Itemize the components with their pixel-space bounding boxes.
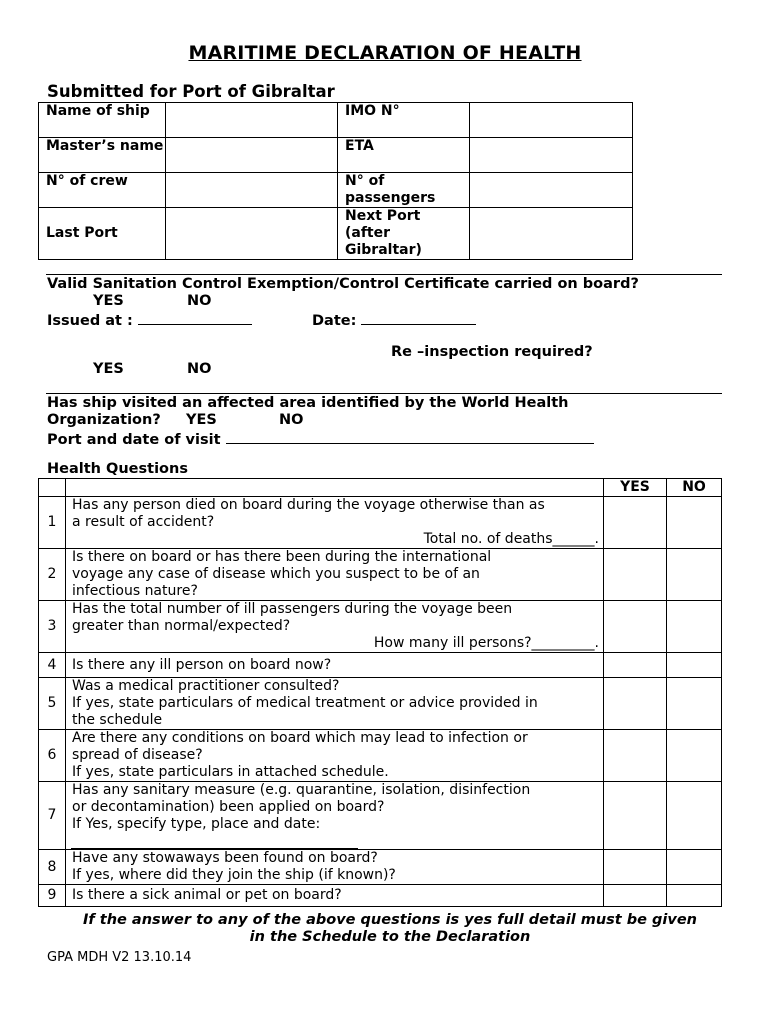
header-question-cell	[66, 479, 604, 497]
next-port-field[interactable]	[470, 208, 633, 260]
table-row	[39, 549, 722, 601]
question-line: Has any sanitary measure (e.g. quarantine, isolation, disinfection	[72, 782, 531, 798]
question-line: Is there a sick animal or pet on board?	[72, 887, 342, 903]
table-row	[39, 850, 722, 885]
sanitation-yes[interactable]: YES	[93, 293, 124, 309]
date-row	[312, 310, 476, 330]
question-number: 4	[39, 653, 66, 678]
question-line: Was a medical practitioner consulted?	[72, 678, 340, 694]
question-text	[66, 678, 604, 730]
answer-no-cell[interactable]	[667, 885, 722, 907]
question-text	[66, 549, 604, 601]
question-number: 9	[39, 885, 66, 907]
imo-label: IMO N°	[338, 103, 470, 138]
date-label: Date:	[312, 313, 357, 329]
port-date-label: Port and date of visit	[47, 432, 221, 448]
name-of-ship-field[interactable]	[166, 103, 338, 138]
who-yes[interactable]: YES	[186, 412, 217, 428]
document-reference: GPA MDH V2 13.10.14	[47, 950, 192, 965]
health-questions-table	[38, 478, 722, 907]
question-number: 7	[39, 782, 66, 850]
divider	[46, 393, 722, 394]
answer-no-cell[interactable]	[667, 549, 722, 601]
question-line: Have any stowaways been found on board?	[72, 850, 378, 866]
question-text	[66, 885, 604, 907]
issued-at-row	[47, 310, 252, 330]
question-line: spread of disease?	[72, 747, 203, 763]
who-question-line2: Organization?	[47, 412, 161, 428]
footnote-line: If the answer to any of the above questions is yes full detail must be given	[83, 912, 697, 928]
question-line: Is there on board or has there been during the international	[72, 549, 492, 565]
question-line: If Yes, specify type, place and date:	[72, 816, 321, 832]
last-port-label: Last Port	[39, 208, 166, 260]
question-line: the schedule	[72, 712, 163, 728]
name-of-ship-label: Name of ship	[39, 103, 166, 138]
answer-yes-cell[interactable]	[604, 678, 667, 730]
answer-no-cell[interactable]	[667, 730, 722, 782]
last-port-field[interactable]	[166, 208, 338, 260]
question-line: voyage any case of disease which you suspect to be of an	[72, 566, 480, 582]
footnote-line: in the Schedule to the Declaration	[249, 929, 531, 945]
passengers-label: N° of passengers	[338, 173, 470, 208]
answer-yes-cell[interactable]	[604, 850, 667, 885]
issued-at-field[interactable]	[138, 310, 252, 325]
eta-label: ETA	[338, 138, 470, 173]
column-no-header: NO	[667, 479, 722, 497]
question-text	[66, 782, 604, 850]
table-row	[39, 601, 722, 653]
ill-persons-line: How many ill persons?_________.	[373, 635, 599, 651]
footnote	[40, 912, 740, 946]
question-text	[66, 653, 604, 678]
question-number: 6	[39, 730, 66, 782]
question-line: Are there any conditions on board which may lead to infection or	[72, 730, 528, 746]
port-date-field[interactable]	[226, 429, 594, 444]
question-text	[66, 497, 604, 549]
passengers-field[interactable]	[470, 173, 633, 208]
question-line: or decontamination) been applied on board?	[72, 799, 385, 815]
port-date-row	[47, 429, 594, 449]
answer-yes-cell[interactable]	[604, 885, 667, 907]
question-number: 3	[39, 601, 66, 653]
sanitation-question: Valid Sanitation Control Exemption/Control Certificate carried on board?	[47, 276, 639, 292]
masters-name-field[interactable]	[166, 138, 338, 173]
question-line: If yes, state particulars of medical treatment or advice provided in	[72, 695, 538, 711]
table-row	[39, 730, 722, 782]
question-line: If yes, where did they join the ship (if known)?	[72, 867, 396, 883]
divider	[46, 274, 722, 275]
answer-no-cell[interactable]	[667, 678, 722, 730]
answer-yes-cell[interactable]	[604, 782, 667, 850]
question-line: Is there any ill person on board now?	[72, 656, 332, 673]
page-title: MARITIME DECLARATION OF HEALTH	[188, 42, 582, 64]
ship-info-table	[38, 102, 633, 260]
question-text	[66, 730, 604, 782]
eta-field[interactable]	[470, 138, 633, 173]
question-number: 5	[39, 678, 66, 730]
answer-no-cell[interactable]	[667, 850, 722, 885]
who-question-line1: Has ship visited an affected area identified by the World Health	[47, 395, 569, 411]
question-line: Has the total number of ill passengers during the voyage been	[72, 601, 513, 617]
answer-no-cell[interactable]	[667, 653, 722, 678]
question-line: a result of accident?	[72, 514, 215, 530]
next-port-label: Next Port (after Gibraltar)	[338, 208, 470, 260]
answer-yes-cell[interactable]	[604, 601, 667, 653]
table-row	[39, 653, 722, 678]
who-no[interactable]: NO	[279, 412, 304, 428]
deaths-total-line: Total no. of deaths______.	[423, 531, 599, 547]
reinspection-question: Re –inspection required?	[391, 344, 593, 360]
answer-yes-cell[interactable]	[604, 730, 667, 782]
question-number: 1	[39, 497, 66, 549]
table-row	[39, 497, 722, 549]
question-text	[66, 601, 604, 653]
answer-no-cell[interactable]	[667, 601, 722, 653]
issued-at-label: Issued at :	[47, 313, 133, 329]
question-line: infectious nature?	[72, 583, 198, 599]
question-line: greater than normal/expected?	[72, 618, 291, 634]
port-subtitle: Submitted for Port of Gibraltar	[47, 82, 335, 101]
column-yes-header: YES	[604, 479, 667, 497]
crew-field[interactable]	[166, 173, 338, 208]
question-number: 2	[39, 549, 66, 601]
header-blank-cell	[39, 479, 66, 497]
reinspection-yes[interactable]: YES	[93, 361, 124, 377]
question-line: If yes, state particulars in attached schedule.	[72, 764, 389, 780]
masters-name-label: Master’s name	[39, 138, 166, 173]
sanitation-no[interactable]: NO	[187, 293, 212, 309]
table-row	[39, 678, 722, 730]
question-text	[66, 850, 604, 885]
date-field[interactable]	[361, 310, 476, 325]
reinspection-no[interactable]: NO	[187, 361, 212, 377]
answer-no-cell[interactable]	[667, 497, 722, 549]
measure-detail-field[interactable]	[71, 833, 358, 849]
question-number: 8	[39, 850, 66, 885]
answer-yes-cell[interactable]	[604, 653, 667, 678]
table-row	[39, 885, 722, 907]
table-row	[39, 782, 722, 850]
answer-yes-cell[interactable]	[604, 549, 667, 601]
crew-label: N° of crew	[39, 173, 166, 208]
answer-no-cell[interactable]	[667, 782, 722, 850]
answer-yes-cell[interactable]	[604, 497, 667, 549]
imo-field[interactable]	[470, 103, 633, 138]
health-questions-heading: Health Questions	[47, 461, 188, 477]
question-line: Has any person died on board during the voyage otherwise than as	[72, 497, 545, 513]
